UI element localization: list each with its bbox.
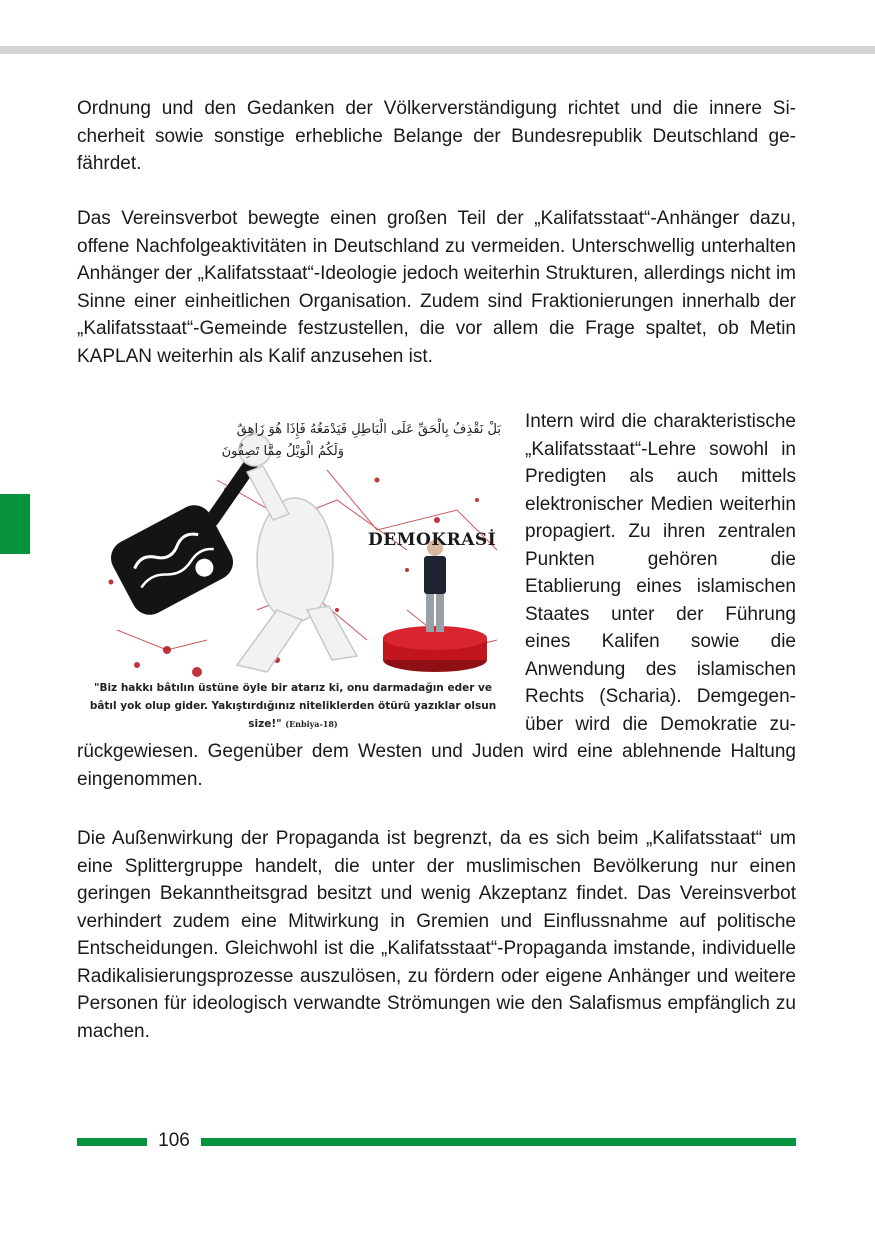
propaganda-image [77,410,509,735]
footer-rule-left [77,1138,147,1146]
top-rule [0,46,875,54]
white-figure [237,434,357,672]
arabic-verse-line-1: بَلْ نَقْذِفُ بِالْحَقِّ عَلَى الْبَاطِلِ فَيَدْمَغُهُ فَإِذَا هُوَ زَاهِقٌ [236,422,501,437]
page-number: 106 [158,1130,190,1151]
arabic-verse-line-2: وَلَكُمُ الْوَيْلُ مِمَّا تَصِفُونَ [221,444,344,459]
paragraph-4 [77,825,796,1045]
image-caption-source: (Enbiya-18) [285,719,338,729]
paragraph-3-with-figure [77,408,796,793]
paragraph-2 [77,205,796,370]
paragraph-4-text: Die Außenwirkung der Propaganda ist begrenzt, da es sich beim „Kalifatsstaat“ um eine Splittergruppe handelt, die unter der muslimischen Bevölkerung nur einen geringen Bekanntheitsgrad besitzt und wenig Akzeptanz findet. Das Vereinsverbot verhindert zudem eine Mitwirkung in Gremien und Einflussnahme auf politische Entscheidungen. Gleichwohl ist die „Kalifatsstaat“-Propaganda imstande, individuelle Radikalisierungsprozesse auszulösen, zu fördern oder eigene Anhänger und weitere Personen für ideologisch verwandte Strömungen wie den Salafismus empfänglich zu machen. [77,828,796,1042]
image-caption-text: "Biz hakkı bâtılın üstüne öyle bir atarız ki, onu darmadağın eder ve bâtıl yok olup gider. Yakıştırdığınız niteliklerden ötürü yazıklar olsun size!" [89,682,497,730]
paragraph-3-text: Intern wird die charakteristische „Kalifatsstaat“-Lehre sowohl in Predigten als auch mittels elektronischer Medien weiterhin propagiert. Zu ihren zentralen Punkten gehören die Etablierung eines islamischen Staates unter der Führung eines Kalifen sowie die Anwendung des islamischen Rechts (Scharia). Demgegenüber wird die Demokratie zurückgewiesen. Gegenüber dem Westen und Juden wird eine ablehnende Haltung eingenommen. [77,411,796,790]
paragraph-1 [77,95,796,178]
red-podium [383,626,487,672]
paragraph-2-text: Das Vereinsverbot bewegte einen großen Teil der „Kalifatsstaat“-Anhänger dazu, offene Nachfolgeaktivitäten in Deutschland zu vermeiden. Unterschwellig unterhalten Anhänger der „Kalifatsstaat“-Ideologie jedoch weiterhin Strukturen, allerdings nicht im Sinne einer einheitlichen Organisation. Zudem sind Fraktionierungen innerhalb der „Kalifatsstaat“-Gemeinde festzustellen, die vor allem die Frage spaltet, ob Metin KAPLAN weiterhin als Kalif anzusehen ist. [77,208,796,367]
paragraph-1-text: Ordnung und den Gedanken der Völkerverständigung richtet und die innere Sicherheit sowie sonstige erhebliche Belange der Bundesrepublik Deutschland gefährdet. [77,98,796,174]
demokrasi-label: DEMOKRASİ [368,530,497,550]
chapter-tab-marker [0,494,30,554]
image-caption [81,679,505,733]
footer-rule-right [201,1138,796,1146]
